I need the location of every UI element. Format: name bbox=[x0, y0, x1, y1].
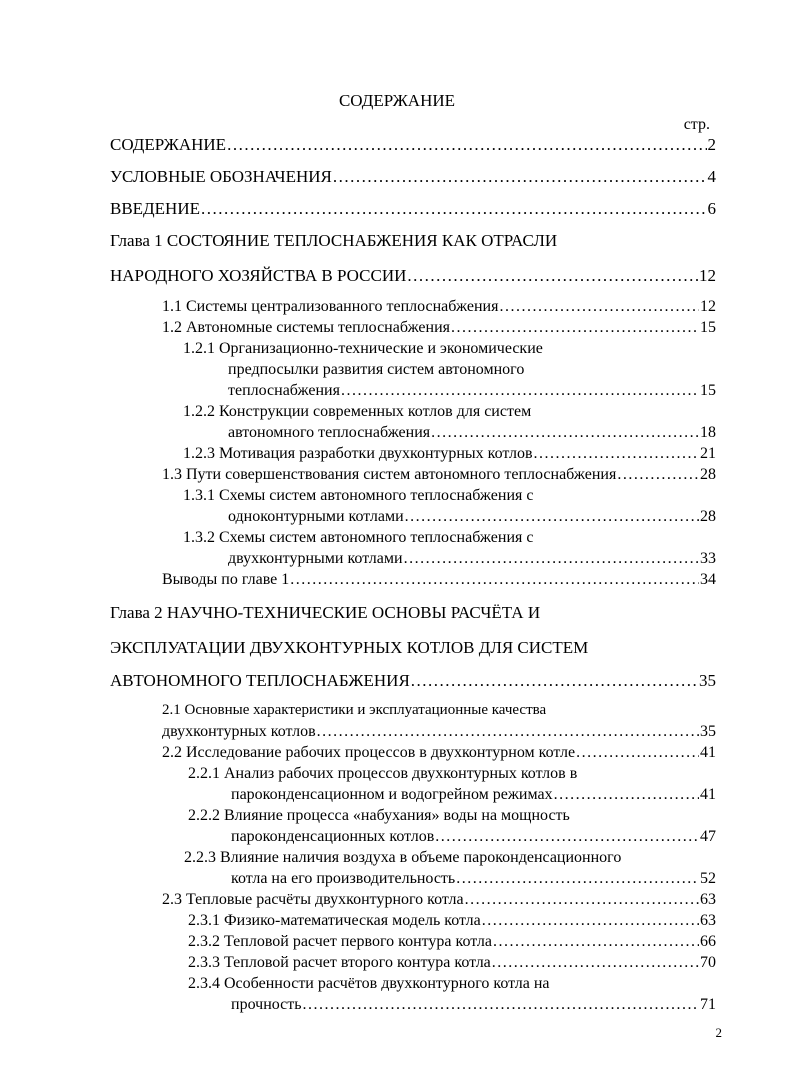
dot-leader bbox=[411, 670, 698, 691]
dot-leader bbox=[534, 443, 699, 464]
toc-page: СОДЕРЖАНИЕ стр. СОДЕРЖАНИЕ ..... 2 УСЛОВНЫЕ ОБОЗНАЧЕНИЯ ..... 4 ВВЕДЕНИЕ ..... 6 Глава 1 СОСТОЯНИЕ ТЕПЛОСНАБЖЕНИЯ КАК ОТРАСЛИ НАРОДНОГО ХОЗЯЙСТВА В РОССИИ ..... 12 1.1 Системы централизованного теплоснабжения ..... 12 1.2 Автономные системы теплоснабжения ..... 15 1.2.1 Организационно-технические и экономические предпосылки развития систем автономного теплоснабжения ..... 15 1.2.2 Конструкции современных котлов для систем автономного теплоснабжения ..... 18 1.2.3 Мотивация разработки двухконтурных котлов ..... 21 1.3 Пути совершенствования систем автономного теплоснабжения ..... 28 1.3.1 Схемы систем автономного теплоснабжения с одноконтурными котлами ..... 28 1.3.2 Схемы систем автономного теплоснабжения с двухконтурными котлами ..... 33 Выводы по главе 1 ..... 34 Глава 2 НАУЧНО-ТЕХНИЧЕСКИЕ ОСНОВЫ РАСЧЁТА И ЭКСПЛУАТАЦИИ ДВУХКОНТУРНЫХ КОТЛОВ ДЛЯ СИСТЕМ АВТОНОМНОГО ТЕПЛОСНАБЖЕНИЯ ..... 35 2.1 Основные характеристики и эксплуатационные качества двухконтурных котлов ..... 35 2.2 Исследование рабочих процессов в двухконтурном котле ..... 41 2.2.1 Анализ рабочих процессов двухконтурных котлов в пароконденсационном и водогрейном режимах ..... 41 2.2.2 Влияние процесса «набухания» воды на мощность пароконденсационных котлов ..... 47 2.2.3 Влияние наличия воздуха в объеме пароконденсационного котла на его производительность ..... 52 2.3 Тепловые расчёты двухконтурного котла ..... 63 2.3.1 Физико-математическая модель котла ..... 63 2.3.2 Тепловой расчет первого контура котла ..... 66 2.3.3 Тепловой расчет второго контура котла ..... 70 2.3.4 Особенности расчётов двухконтурного котла на прочность ..... 71 2 bbox=[0, 0, 794, 1084]
page-number: 2 bbox=[715, 1025, 722, 1040]
dot-leader bbox=[201, 198, 707, 219]
page-column-label: стр. bbox=[683, 116, 710, 133]
dot-leader bbox=[317, 721, 699, 742]
dot-leader bbox=[405, 506, 699, 527]
dot-leader bbox=[576, 742, 699, 763]
dot-leader bbox=[290, 569, 699, 590]
dot-leader bbox=[554, 784, 699, 805]
dot-leader bbox=[492, 952, 699, 973]
dot-leader bbox=[435, 826, 699, 847]
dot-leader bbox=[617, 464, 699, 485]
dot-leader bbox=[404, 548, 699, 569]
dot-leader bbox=[227, 134, 706, 155]
dot-leader bbox=[303, 994, 699, 1015]
dot-leader bbox=[407, 265, 698, 286]
dot-leader bbox=[431, 422, 699, 443]
dot-leader bbox=[333, 166, 707, 187]
dot-leader bbox=[456, 868, 699, 889]
toc-heading: СОДЕРЖАНИЕ bbox=[338, 91, 456, 110]
dot-leader bbox=[341, 380, 699, 401]
dot-leader bbox=[482, 910, 699, 931]
dot-leader bbox=[493, 931, 699, 952]
dot-leader bbox=[451, 317, 699, 338]
dot-leader bbox=[465, 889, 699, 910]
dot-leader bbox=[499, 296, 699, 317]
